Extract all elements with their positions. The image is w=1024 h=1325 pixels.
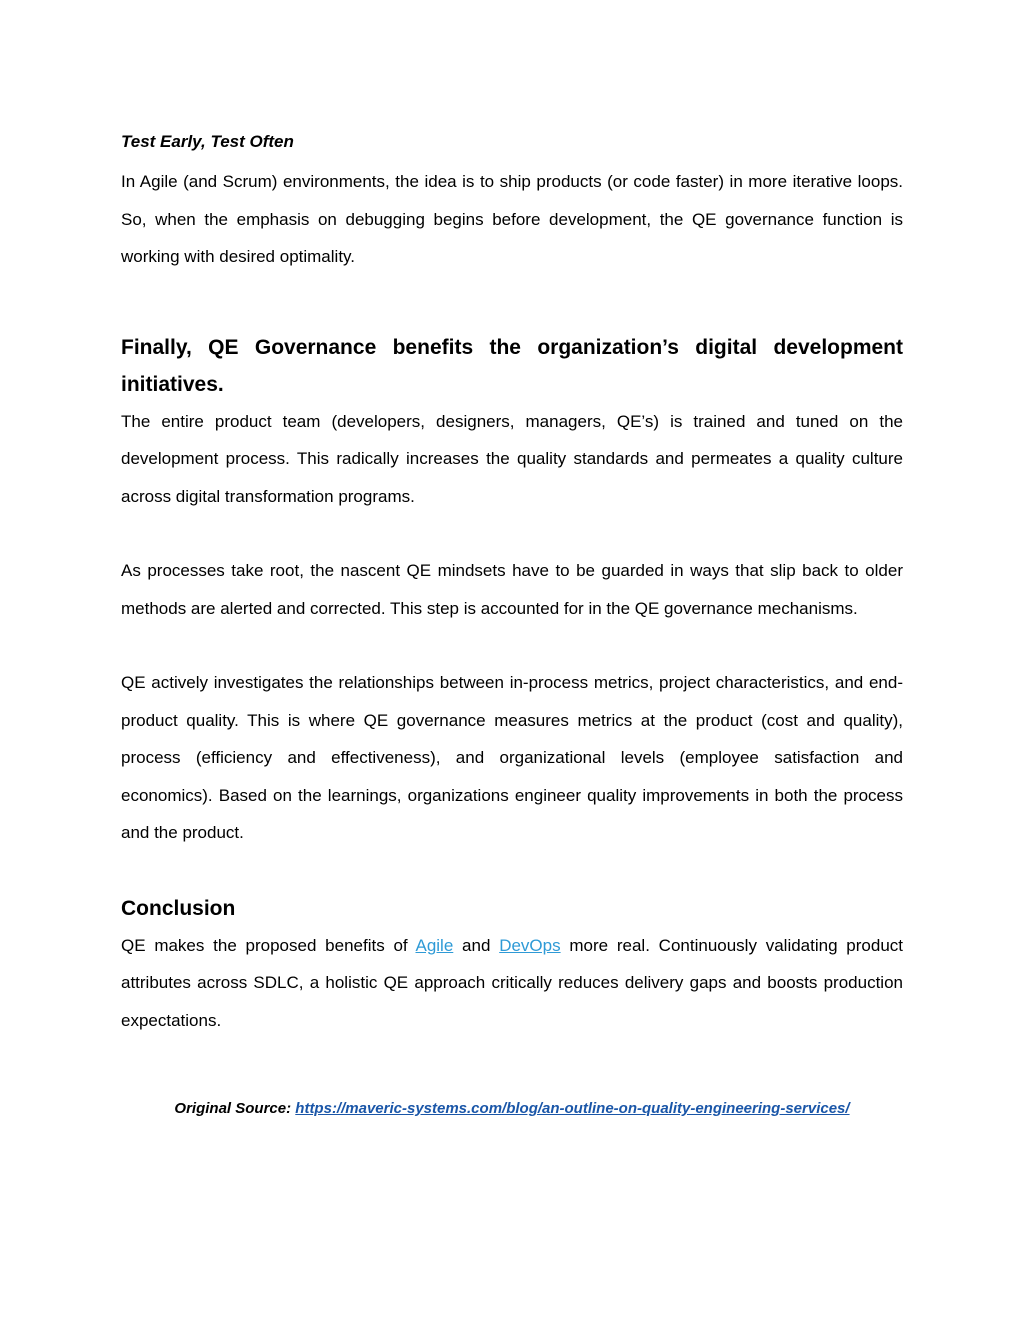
source-url-link[interactable]: https://maveric-systems.com/blog/an-outline-on-quality-engineering-services/	[295, 1100, 850, 1117]
devops-link[interactable]: DevOps	[499, 935, 561, 955]
source-label: Original Source:	[174, 1100, 296, 1117]
subheading-test-early: Test Early, Test Often	[121, 132, 294, 151]
heading-qe-governance-benefits: Finally, QE Governance benefits the organization’s digital development initiatives.	[121, 335, 903, 396]
heading-conclusion: Conclusion	[121, 896, 236, 920]
paragraph-product-team: The entire product team (developers, designers, managers, QE’s) is trained and tuned on the development process. This radically increases the quality standards and permeates a quality culture across digital transformation programs.	[121, 411, 903, 506]
conclusion-text-and: and	[453, 935, 500, 955]
conclusion-text-start: QE makes the proposed benefits of	[121, 935, 416, 955]
document-page	[121, 130, 903, 1039]
paragraph-processes-take-root: As processes take root, the nascent QE mindsets have to be guarded in ways that slip back to older methods are alerted and corrected. This step is accounted for in the QE governance mechanisms.	[121, 561, 903, 618]
paragraph-agile-scrum: In Agile (and Scrum) environments, the idea is to ship products (or code faster) in more iterative loops. So, when the emphasis on debugging begins before development, the QE governance function is working with desired optimality.	[121, 172, 903, 266]
paragraph-conclusion	[121, 927, 903, 1040]
conclusion-text-end: more real. Continuously validating product attributes across SDLC, a holistic QE approach critically reduces delivery gaps and boosts production expectations.	[121, 935, 904, 1030]
agile-link[interactable]: Agile	[415, 935, 454, 955]
original-source-line	[0, 1098, 1024, 1120]
paragraph-qe-investigates: QE actively investigates the relationships between in-process metrics, project characteristics, and end-product quality. This is where QE governance measures metrics at the product (cost and quality), process (efficiency and effectiveness), and organizational levels (employee satisfaction and economics). Based on the learnings, organizations engineer quality improvements in both the process and the product.	[121, 673, 903, 842]
